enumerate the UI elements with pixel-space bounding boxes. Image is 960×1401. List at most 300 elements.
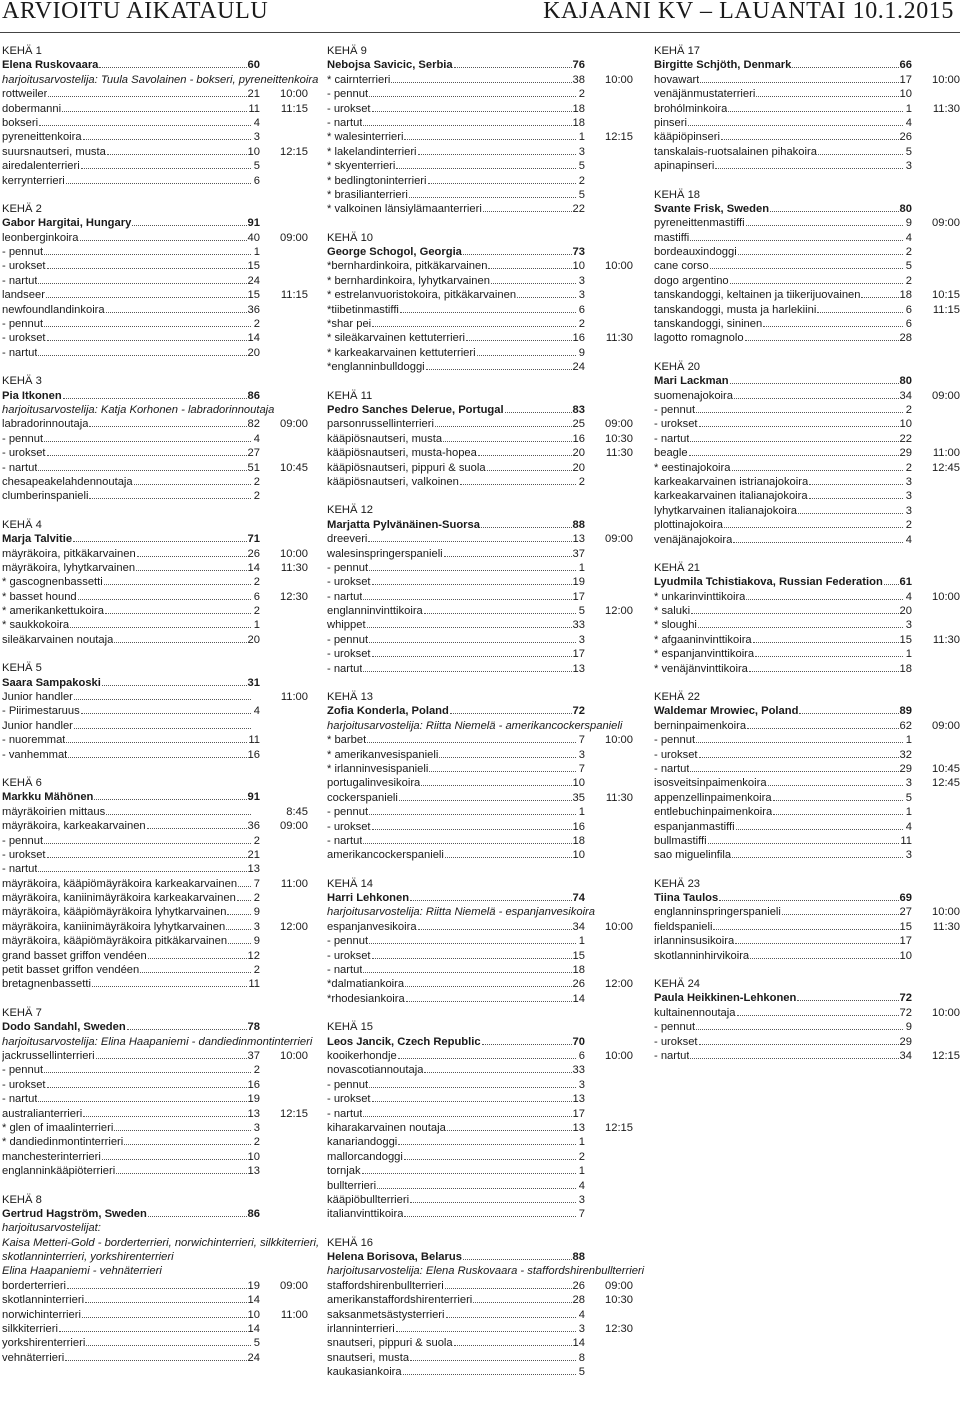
breed-row [2, 590, 308, 604]
page-title: ARVIOITU AIKATAULU [2, 0, 269, 24]
dot-leader [96, 1057, 247, 1059]
breed-row [327, 805, 633, 819]
start-time: 10:30 [605, 1294, 633, 1307]
breed-row [654, 590, 960, 604]
entry-count: 20 [247, 346, 260, 359]
entry-count: 1 [905, 648, 912, 661]
breed-row [327, 202, 633, 216]
dot-leader [70, 626, 251, 628]
dot-leader [809, 497, 903, 499]
breed-name: mäyräkoira, kääpiömäyräkoira karkeakarvainen [2, 877, 238, 890]
dot-leader [47, 1086, 247, 1088]
judge-name: Markku Mähönen [2, 791, 94, 804]
breed-name: - urokset [2, 848, 46, 861]
dot-leader [699, 756, 899, 758]
breed-name: dreeveri [327, 533, 368, 546]
start-time: 11:30 [605, 447, 633, 460]
entry-count: 29 [899, 1035, 912, 1048]
dot-leader [690, 239, 903, 241]
breed-name: * brasilianterrieri [327, 188, 408, 201]
breed-row [2, 130, 308, 144]
entry-count: 10 [572, 849, 585, 862]
ring-title: KEHÄ 2 [2, 202, 42, 215]
ring-section [654, 977, 960, 1063]
judge-total-count: 73 [572, 246, 585, 259]
breed-row [327, 575, 633, 589]
dot-leader [734, 397, 899, 399]
dot-leader [237, 899, 251, 901]
dot-leader [713, 928, 898, 930]
entry-count: 10 [899, 949, 912, 962]
breed-row [2, 949, 308, 963]
entry-count: 18 [572, 116, 585, 129]
dot-leader [369, 942, 576, 944]
breed-row [327, 604, 633, 618]
entry-count: 2 [253, 892, 260, 905]
judge-row [327, 1035, 633, 1049]
breed-name: tanskandoggi, sininen [654, 318, 763, 331]
entry-count: 7 [253, 877, 260, 890]
start-time: 12:30 [280, 590, 308, 603]
breed-row [2, 805, 308, 819]
judge-name: Zofia Konderla, Poland [327, 705, 449, 718]
breed-row [327, 360, 633, 374]
breed-name: venäjänmustaterrieri [654, 88, 756, 101]
entry-count: 13 [572, 1093, 585, 1106]
breed-row [327, 820, 633, 834]
breed-name: * estrelanvuoristokoira, pitkäkarvainen [327, 289, 517, 302]
start-time: 8:45 [286, 805, 308, 818]
entry-count: 1 [578, 935, 585, 948]
breed-name: amerikanstaffordshirenterrieri [327, 1294, 473, 1307]
breed-name: - nartut [327, 834, 363, 847]
breed-row [2, 618, 308, 632]
breed-row [654, 417, 960, 431]
dot-leader [83, 138, 251, 140]
breed-name: *rhodesiankoira [327, 992, 405, 1005]
dot-leader [732, 856, 903, 858]
breed-name: * irlanninvesispanieli [327, 762, 429, 775]
ring-section [327, 231, 633, 375]
breed-row [654, 820, 960, 834]
breed-row [654, 303, 960, 317]
judge-name: Birgitte Schjöth, Denmark [654, 59, 792, 72]
breed-name: * karkeakarvainen kettuterrieri [327, 346, 476, 359]
dot-leader [699, 1043, 899, 1045]
breed-name: * espanjanvinttikoira [654, 648, 755, 661]
entry-count: 14 [247, 1323, 260, 1336]
dot-leader [446, 1316, 576, 1318]
start-time: 11:00 [280, 877, 308, 890]
dot-leader [719, 899, 898, 901]
breed-name: portugalinvesikoira [327, 777, 421, 790]
start-time: 09:00 [280, 231, 308, 244]
entry-count: 2 [578, 475, 585, 488]
judge-total-count: 88 [572, 518, 585, 531]
trainee-judge-note: Elina Haapaniemi - vehnäterrieri [2, 1265, 162, 1278]
entry-count: 5 [578, 188, 585, 201]
breed-row [654, 633, 960, 647]
breed-name: saksanmetsästysterrieri [327, 1308, 445, 1321]
breed-row [2, 733, 308, 747]
judge-total-count: 66 [899, 59, 912, 72]
breed-row [654, 905, 960, 919]
breed-name: - pennut [2, 834, 44, 847]
breed-name: - urokset [654, 748, 698, 761]
dot-leader [409, 196, 576, 198]
ring-section [654, 360, 960, 547]
dot-leader [136, 569, 246, 571]
breed-row [327, 1365, 633, 1379]
breed-row [327, 733, 633, 747]
breed-name: * lakelandinterrieri [327, 145, 417, 158]
dot-leader [363, 124, 571, 126]
dot-leader [798, 512, 903, 514]
entry-count: 6 [253, 590, 260, 603]
dot-leader [39, 124, 251, 126]
entry-count: 62 [899, 719, 912, 732]
breed-name: appenzellinpaimenkoira [654, 791, 772, 804]
breed-name: - nartut [654, 762, 690, 775]
dot-leader [63, 397, 247, 399]
breed-name: dobermanni [2, 102, 62, 115]
entry-count: 2 [253, 490, 260, 503]
breed-name: novascotiannoutaja [327, 1064, 424, 1077]
dot-leader [482, 1043, 572, 1045]
entry-count: 16 [572, 332, 585, 345]
entry-count: 2 [253, 1064, 260, 1077]
dot-leader [404, 138, 576, 140]
breed-name: * sileäkarvainen kettuterrieri [327, 332, 466, 345]
breed-name: karkeakarvainen istrianajokoira [654, 475, 809, 488]
judge-row [654, 891, 960, 905]
breed-row [327, 834, 633, 848]
breed-row [2, 174, 308, 188]
entry-count: 4 [253, 432, 260, 445]
entry-count: 34 [899, 389, 912, 402]
breed-name: bullterrieri [327, 1179, 377, 1192]
dot-leader [435, 425, 572, 427]
dot-leader [418, 928, 572, 930]
dot-leader [396, 167, 576, 169]
dot-leader [799, 712, 898, 714]
dot-leader [106, 311, 247, 313]
breed-name: * venäjänvinttikoira [654, 662, 748, 675]
breed-row [327, 1193, 633, 1207]
entry-count: 5 [578, 160, 585, 173]
entry-count: 4 [905, 231, 912, 244]
start-time: 12:15 [605, 131, 633, 144]
breed-row [654, 432, 960, 446]
dot-leader [724, 526, 903, 528]
ring-title: KEHÄ 10 [327, 231, 374, 244]
breed-row [654, 647, 960, 661]
breed-row [654, 719, 960, 733]
breed-row [2, 1279, 308, 1293]
dot-leader [226, 928, 251, 930]
breed-name: * valkoinen länsiylämaanterrieri [327, 203, 482, 216]
dot-leader [477, 354, 576, 356]
dot-leader [363, 842, 571, 844]
breed-name: mäyräkoirien mittaus [2, 805, 106, 818]
ring-section [654, 561, 960, 676]
dot-leader [426, 368, 572, 370]
trainee-judge-note: Kaisa Metteri-Gold - borderterrieri, norwichinterrieri, silkkiterrieri, [2, 1236, 320, 1249]
entry-count: 3 [905, 504, 912, 517]
entry-count: 51 [247, 461, 260, 474]
dot-leader [238, 885, 251, 887]
breed-name: silkkiterrieri [2, 1323, 58, 1336]
entry-count: 16 [572, 432, 585, 445]
column-1 [2, 44, 320, 1379]
breed-name: - pennut [2, 246, 44, 259]
breed-name: - urokset [2, 332, 46, 345]
dot-leader [410, 1201, 576, 1203]
judge-name: Leos Jancik, Czech Republic [327, 1035, 481, 1048]
judge-total-count: 78 [247, 1021, 260, 1034]
judge-total-count: 69 [899, 892, 912, 905]
dot-leader [86, 1344, 251, 1346]
breed-name: venäjänajokoira [654, 533, 733, 546]
judge-total-count: 91 [247, 791, 260, 804]
judge-name: Harri Lehkonen [327, 892, 410, 905]
breed-name: norwichinterrieri [2, 1308, 81, 1321]
breed-row [327, 446, 633, 460]
entry-count: 21 [247, 848, 260, 861]
breed-name: - nartut [327, 662, 363, 675]
dot-leader [137, 555, 247, 557]
judge-row [2, 676, 308, 690]
dot-leader [699, 425, 899, 427]
breed-name: beagle [654, 447, 688, 460]
start-time: 10:00 [605, 73, 633, 86]
dot-leader [463, 253, 572, 255]
entry-count: 15 [247, 289, 260, 302]
judge-name: Gabor Hargitai, Hungary [2, 217, 132, 230]
entry-count: 12 [247, 949, 260, 962]
dot-leader [47, 856, 247, 858]
breed-name: * saukkokoira [2, 619, 70, 632]
ring-section [327, 44, 633, 217]
entry-count: 20 [572, 447, 585, 460]
breed-name: rottweiler [2, 88, 48, 101]
breed-row [2, 317, 308, 331]
ring-section [2, 1193, 320, 1366]
dot-leader [406, 1000, 572, 1002]
breed-row [2, 145, 308, 159]
breed-name: englanninspringerspanieli [654, 906, 781, 919]
breed-row [327, 116, 633, 130]
breed-row [327, 776, 633, 790]
breed-name: vehnäterrieri [2, 1351, 65, 1364]
breed-name: - urokset [327, 576, 371, 589]
entry-count: 14 [247, 561, 260, 574]
entry-count: 19 [247, 1279, 260, 1292]
entry-count: 1 [253, 246, 260, 259]
start-time: 12:00 [605, 605, 633, 618]
breed-row [327, 102, 633, 116]
start-time: 09:00 [932, 719, 960, 732]
entry-count: 19 [572, 576, 585, 589]
dot-leader [488, 267, 571, 269]
judge-name: Lyudmila Tchistiakova, Russian Federation [654, 576, 883, 589]
ring-title: KEHÄ 17 [654, 45, 701, 57]
judge-name: Svante Frisk, Sweden [654, 202, 770, 215]
judge-total-count: 76 [572, 59, 585, 72]
judge-row [327, 1250, 633, 1264]
entry-count: 16 [247, 1078, 260, 1091]
entry-count: 2 [253, 318, 260, 331]
entry-count: 3 [578, 1193, 585, 1206]
entry-count: 3 [253, 131, 260, 144]
dot-leader [147, 827, 247, 829]
dot-leader [89, 497, 251, 499]
breed-row [654, 662, 960, 676]
breed-name: * saluki [654, 605, 691, 618]
breed-row [327, 633, 633, 647]
judge-name: Pia Itkonen [2, 389, 62, 402]
judge-name: Mari Lackman [654, 375, 729, 388]
ring-section [2, 1006, 313, 1179]
dot-leader [377, 1187, 576, 1189]
ring-title: KEHÄ 13 [327, 691, 374, 704]
breed-row [2, 748, 308, 762]
dot-leader [372, 957, 572, 959]
dot-leader [690, 440, 898, 442]
breed-row [654, 216, 960, 230]
judge-name: Marjatta Pylvänäinen-Suorsa [327, 518, 480, 531]
dot-leader [424, 1071, 571, 1073]
breed-row [327, 346, 633, 360]
breed-name: manchesterinterrieri [2, 1150, 101, 1163]
dot-leader [428, 182, 576, 184]
judge-name: Saara Sampakoski [2, 676, 101, 689]
entry-count: 11 [248, 102, 260, 115]
judge-row [2, 790, 308, 804]
start-time: 11:15 [932, 303, 960, 316]
breed-row [327, 963, 633, 977]
breed-name: mäyräkoira, kaniinimäyräkoira karkeakarvainen [2, 892, 236, 905]
ring-title: KEHÄ 22 [654, 691, 701, 704]
breed-name: amerikancockerspanieli [327, 849, 444, 862]
breed-row [2, 432, 308, 446]
breed-row [327, 934, 633, 948]
breed-name: whippet [327, 619, 366, 632]
entry-count: 9 [253, 906, 260, 919]
breed-name: sileäkarvainen noutaja [2, 633, 114, 646]
breed-name: * afgaaninvinttikoira [654, 633, 752, 646]
breed-name: lagotto romagnolo [654, 332, 744, 345]
entry-count: 5 [253, 160, 260, 173]
breed-row [2, 848, 308, 862]
dot-leader [403, 1373, 576, 1375]
breed-name: mäyräkoira, lyhytkarvainen [2, 561, 136, 574]
breed-name: bordeauxindoggi [654, 246, 737, 259]
breed-row [327, 992, 633, 1006]
dot-leader [89, 425, 246, 427]
ring-title: KEHÄ 6 [2, 776, 42, 789]
dot-leader [710, 267, 903, 269]
breed-row [654, 733, 960, 747]
breed-row [2, 1308, 308, 1322]
entry-count: 5 [905, 260, 912, 273]
start-time: 10:00 [605, 260, 633, 273]
judge-row [327, 891, 633, 905]
dot-leader [696, 741, 903, 743]
breed-row [327, 561, 633, 575]
start-time: 09:00 [605, 418, 633, 431]
entry-count: 1 [578, 131, 585, 144]
breed-name: - urokset [327, 949, 371, 962]
entry-count: 29 [899, 762, 912, 775]
breed-name: skotlanninhirvikoira [654, 949, 750, 962]
entry-count: 27 [899, 906, 912, 919]
breed-row [327, 848, 633, 862]
start-time: 09:00 [605, 1279, 633, 1292]
dot-leader [773, 799, 903, 801]
ring-title: KEHÄ 7 [2, 1006, 42, 1019]
judge-total-count: 83 [572, 403, 585, 416]
breed-name: *bernhardinkoira, pitkäkarvainen [327, 260, 488, 273]
judge-row [327, 245, 633, 259]
dot-leader [690, 1057, 898, 1059]
breed-row [2, 1049, 308, 1063]
dot-leader [396, 1330, 576, 1332]
dot-leader [443, 440, 572, 442]
breed-name: - pennut [327, 633, 369, 646]
dot-leader [797, 999, 898, 1001]
dot-leader [48, 95, 246, 97]
start-time: 12:15 [280, 1107, 308, 1120]
dot-leader [38, 354, 246, 356]
entry-count: 3 [578, 748, 585, 761]
breed-row [654, 461, 960, 475]
breed-name: suursnautseri, musta [2, 145, 106, 158]
dot-leader [454, 1344, 572, 1346]
entry-count: 3 [578, 1078, 585, 1091]
ring-section [654, 44, 960, 174]
breed-row [327, 1135, 633, 1149]
breed-name: - pennut [654, 734, 696, 747]
breed-name: - nuoremmat [2, 734, 66, 747]
dot-leader [782, 913, 899, 915]
entry-count: 3 [905, 490, 912, 503]
breed-name: - urokset [327, 1093, 371, 1106]
start-time: 11:00 [280, 1308, 308, 1321]
breed-name: kanariandoggi [327, 1136, 398, 1149]
dot-leader [696, 1028, 903, 1030]
dot-leader [102, 684, 247, 686]
breed-row [654, 1020, 960, 1034]
dot-leader [114, 1129, 251, 1131]
breed-row [327, 1078, 633, 1092]
entry-count: 36 [247, 303, 260, 316]
breed-name: walesinspringerspanieli [327, 547, 443, 560]
start-time: 11:30 [932, 102, 960, 115]
dot-leader [700, 81, 898, 83]
dot-leader [44, 842, 251, 844]
start-time: 09:00 [932, 217, 960, 230]
breed-name: brohólminkoira [654, 102, 728, 115]
dot-leader [404, 1215, 576, 1217]
entry-count: 14 [247, 332, 260, 345]
trainee-judge-note: harjoitusarvostelija: Elena Ruskovaara - staffordshirenbullterrieri [327, 1265, 645, 1278]
breed-name: - Piirimestaruus [2, 705, 80, 718]
ring-section [654, 690, 960, 863]
page-header [0, 0, 960, 30]
breed-row [327, 977, 633, 991]
breed-name: yorkshirenterrieri [2, 1337, 86, 1350]
